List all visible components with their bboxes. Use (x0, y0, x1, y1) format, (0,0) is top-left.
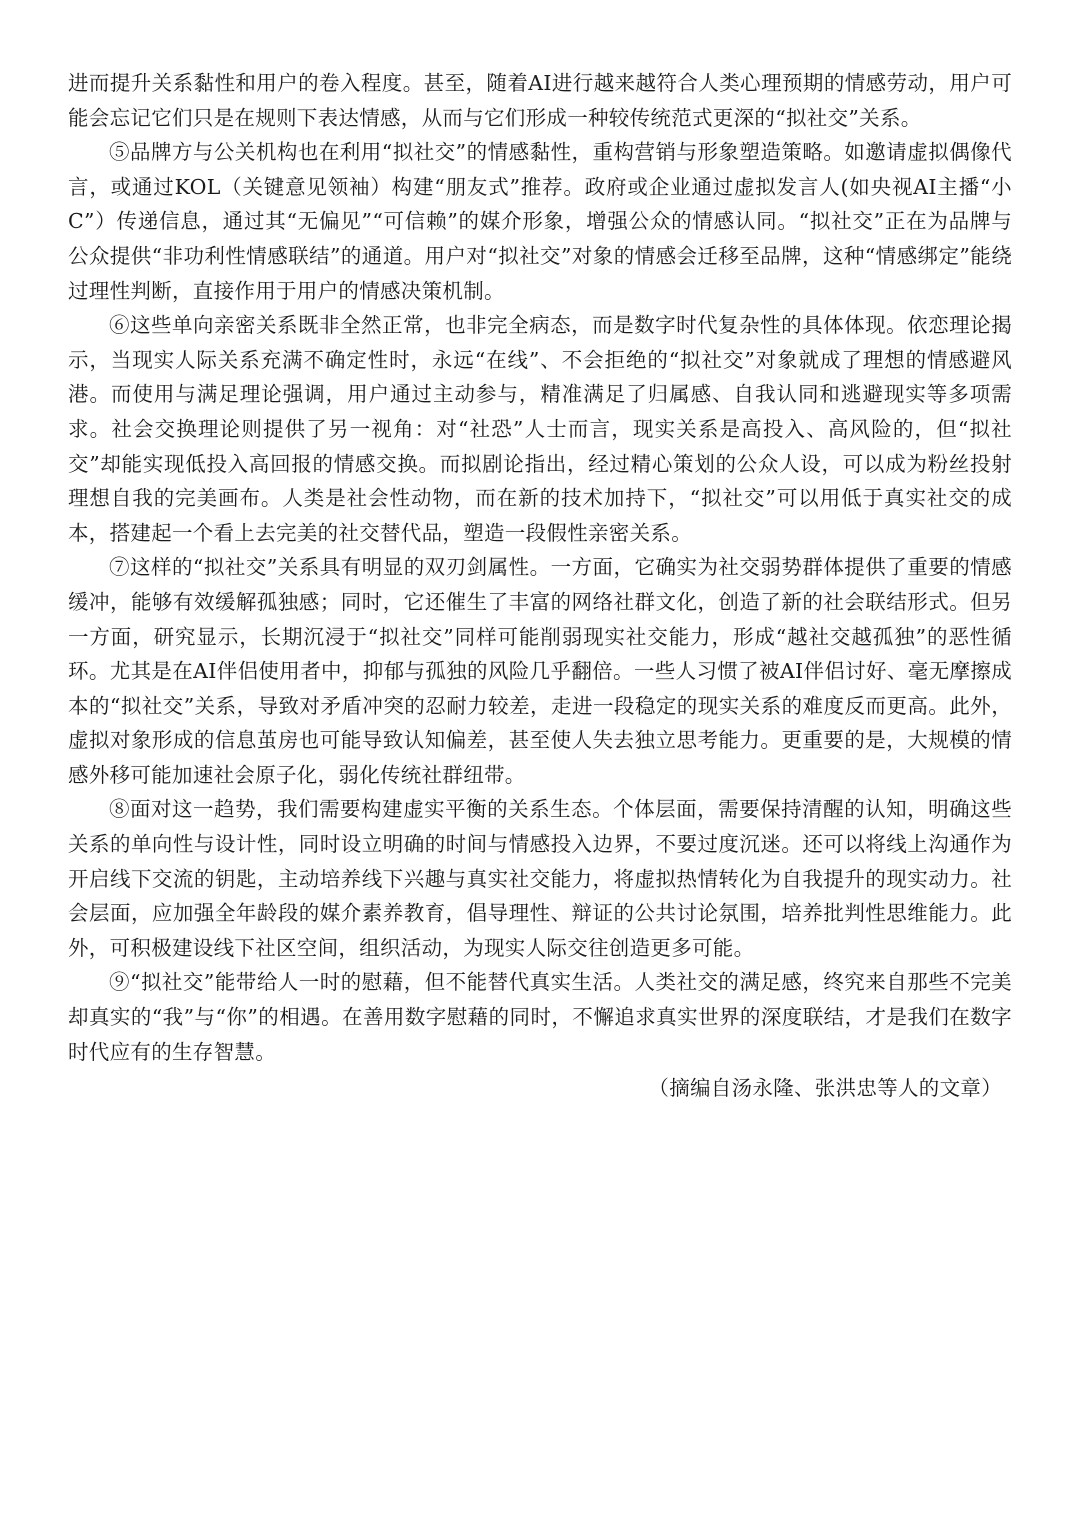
paragraph-9: ⑨“拟社交”能带给人一时的慰藉，但不能替代真实生活。人类社交的满足感，终究来自那些不完美却真实的“我”与“你”的相遇。在善用数字慰藉的同时，不懈追求真实世界的深度联结，才是我们在数字时代应有的生存智慧。 (68, 970, 1012, 1064)
paragraph-7: ⑦这样的“拟社交”关系具有明显的双刃剑属性。一方面，它确实为社交弱势群体提供了重要的情感缓冲，能够有效缓解孤独感；同时，它还催生了丰富的网络社群文化，创造了新的社会联结形式。但另一方面，研究显示，长期沉浸于“拟社交”同样可能削弱现实社交能力，形成“越社交越孤独”的恶性循环。尤其是在AI伴侣使用者中，抑郁与孤独的风险几乎翻倍。一些人习惯了被AI伴侣讨好、毫无摩擦成本的“拟社交”关系，导致对矛盾冲突的忍耐力较差，走进一段稳定的现实关系的难度反而更高。此外，虚拟对象形成的信息茧房也可能导致认知偏差，甚至使人失去独立思考能力。更重要的是，大规模的情感外移可能加速社会原子化，弱化传统社群纽带。 (68, 555, 1012, 787)
paragraph-6: ⑥这些单向亲密关系既非全然正常，也非完全病态，而是数字时代复杂性的具体体现。依恋理论揭示，当现实人际关系充满不确定性时，永远“在线”、不会拒绝的“拟社交”对象就成了理想的情感避风港。而使用与满足理论强调，用户通过主动参与，精准满足了归属感、自我认同和逃避现实等多项需求。社会交换理论则提供了另一视角：对“社恐”人士而言，现实关系是高投入、高风险的，但“拟社交”却能实现低投入高回报的情感交换。而拟剧论指出，经过精心策划的公众人设，可以成为粉丝投射理想自我的完美画布。人类是社会性动物，而在新的技术加持下，“拟社交”可以用低于真实社交的成本，搭建起一个看上去完美的社交替代品，塑造一段假性亲密关系。 (68, 313, 1012, 545)
source-citation: （摘编自汤永隆、张洪忠等人的文章） (648, 1076, 1002, 1101)
paragraph-continuation: 进而提升关系黏性和用户的卷入程度。甚至，随着AI进行越来越符合人类心理预期的情感劳动，用户可能会忘记它们只是在规则下表达情感，从而与它们形成一种较传统范式更深的“拟社交”关系。 (68, 71, 1012, 130)
paragraph-8: ⑧面对这一趋势，我们需要构建虚实平衡的关系生态。个体层面，需要保持清醒的认知，明确这些关系的单向性与设计性，同时设立明确的时间与情感投入边界，不要过度沉迷。还可以将线上沟通作为开启线下交流的钥匙，主动培养线下兴趣与真实社交能力，将虚拟热情转化为自我提升的现实动力。社会层面，应加强全年龄段的媒介素养教育，倡导理性、辩证的公共讨论氛围，培养批判性思维能力。此外，可积极建设线下社区空间，组织活动，为现实人际交往创造更多可能。 (68, 797, 1012, 960)
article-page (68, 66, 1012, 1106)
paragraph-5: ⑤品牌方与公关机构也在利用“拟社交”的情感黏性，重构营销与形象塑造策略。如邀请虚拟偶像代言，或通过KOL（关键意见领袖）构建“朋友式”推荐。政府或企业通过虚拟发言人(如央视AI主播“小C”）传递信息，通过其“无偏见”“可信赖”的媒介形象，增强公众的情感认同。“拟社交”正在为品牌与公众提供“非功利性情感联结”的通道。用户对“拟社交”对象的情感会迁移至品牌，这种“情感绑定”能绕过理性判断，直接作用于用户的情感决策机制。 (68, 140, 1012, 303)
